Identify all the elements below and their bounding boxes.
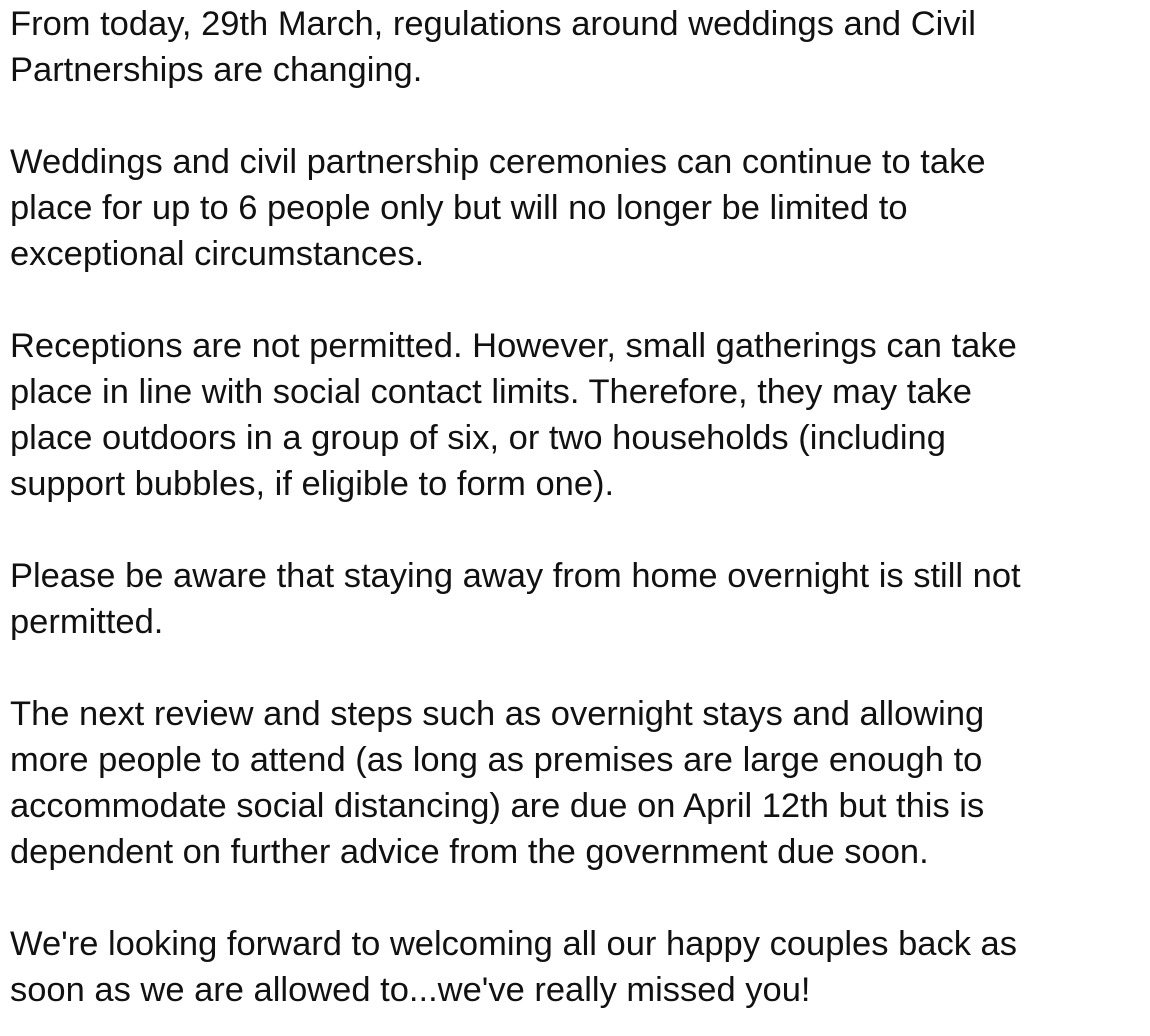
paragraph-regulations-changing — [10, 1, 1145, 93]
text-line: permitted. — [10, 603, 164, 641]
text-line: place outdoors in a group of six, or two households (including — [10, 419, 946, 457]
text-line: We're looking forward to welcoming all our happy couples back as — [10, 925, 1017, 963]
paragraph-receptions — [10, 323, 1145, 507]
paragraph-ceremonies — [10, 139, 1145, 277]
text-line: soon as we are allowed to...we've really missed you! — [10, 971, 811, 1009]
text-line: Receptions are not permitted. However, small gatherings can take — [10, 327, 1017, 365]
paragraph-next-review — [10, 691, 1145, 875]
post-text — [10, 1, 1145, 1013]
paragraph-closing — [10, 921, 1145, 1013]
text-line: Please be aware that staying away from home overnight is still not — [10, 557, 1021, 595]
text-line: place in line with social contact limits. Therefore, they may take — [10, 373, 972, 411]
text-line: Weddings and civil partnership ceremonies can continue to take — [10, 143, 986, 181]
text-line: support bubbles, if eligible to form one). — [10, 465, 615, 503]
text-line: place for up to 6 people only but will no longer be limited to — [10, 189, 908, 227]
paragraph-spacer — [10, 93, 1145, 139]
paragraph-spacer — [10, 875, 1145, 921]
paragraph-spacer — [10, 507, 1145, 553]
paragraph-overnight — [10, 553, 1145, 645]
text-line: dependent on further advice from the government due soon. — [10, 833, 929, 871]
text-line: From today, 29th March, regulations around weddings and Civil — [10, 5, 976, 43]
text-line: exceptional circumstances. — [10, 235, 425, 273]
text-line: accommodate social distancing) are due on April 12th but this is — [10, 787, 985, 825]
text-line: more people to attend (as long as premises are large enough to — [10, 741, 983, 779]
paragraph-spacer — [10, 277, 1145, 323]
text-line: Partnerships are changing. — [10, 51, 423, 89]
paragraph-spacer — [10, 645, 1145, 691]
text-line: The next review and steps such as overnight stays and allowing — [10, 695, 985, 733]
